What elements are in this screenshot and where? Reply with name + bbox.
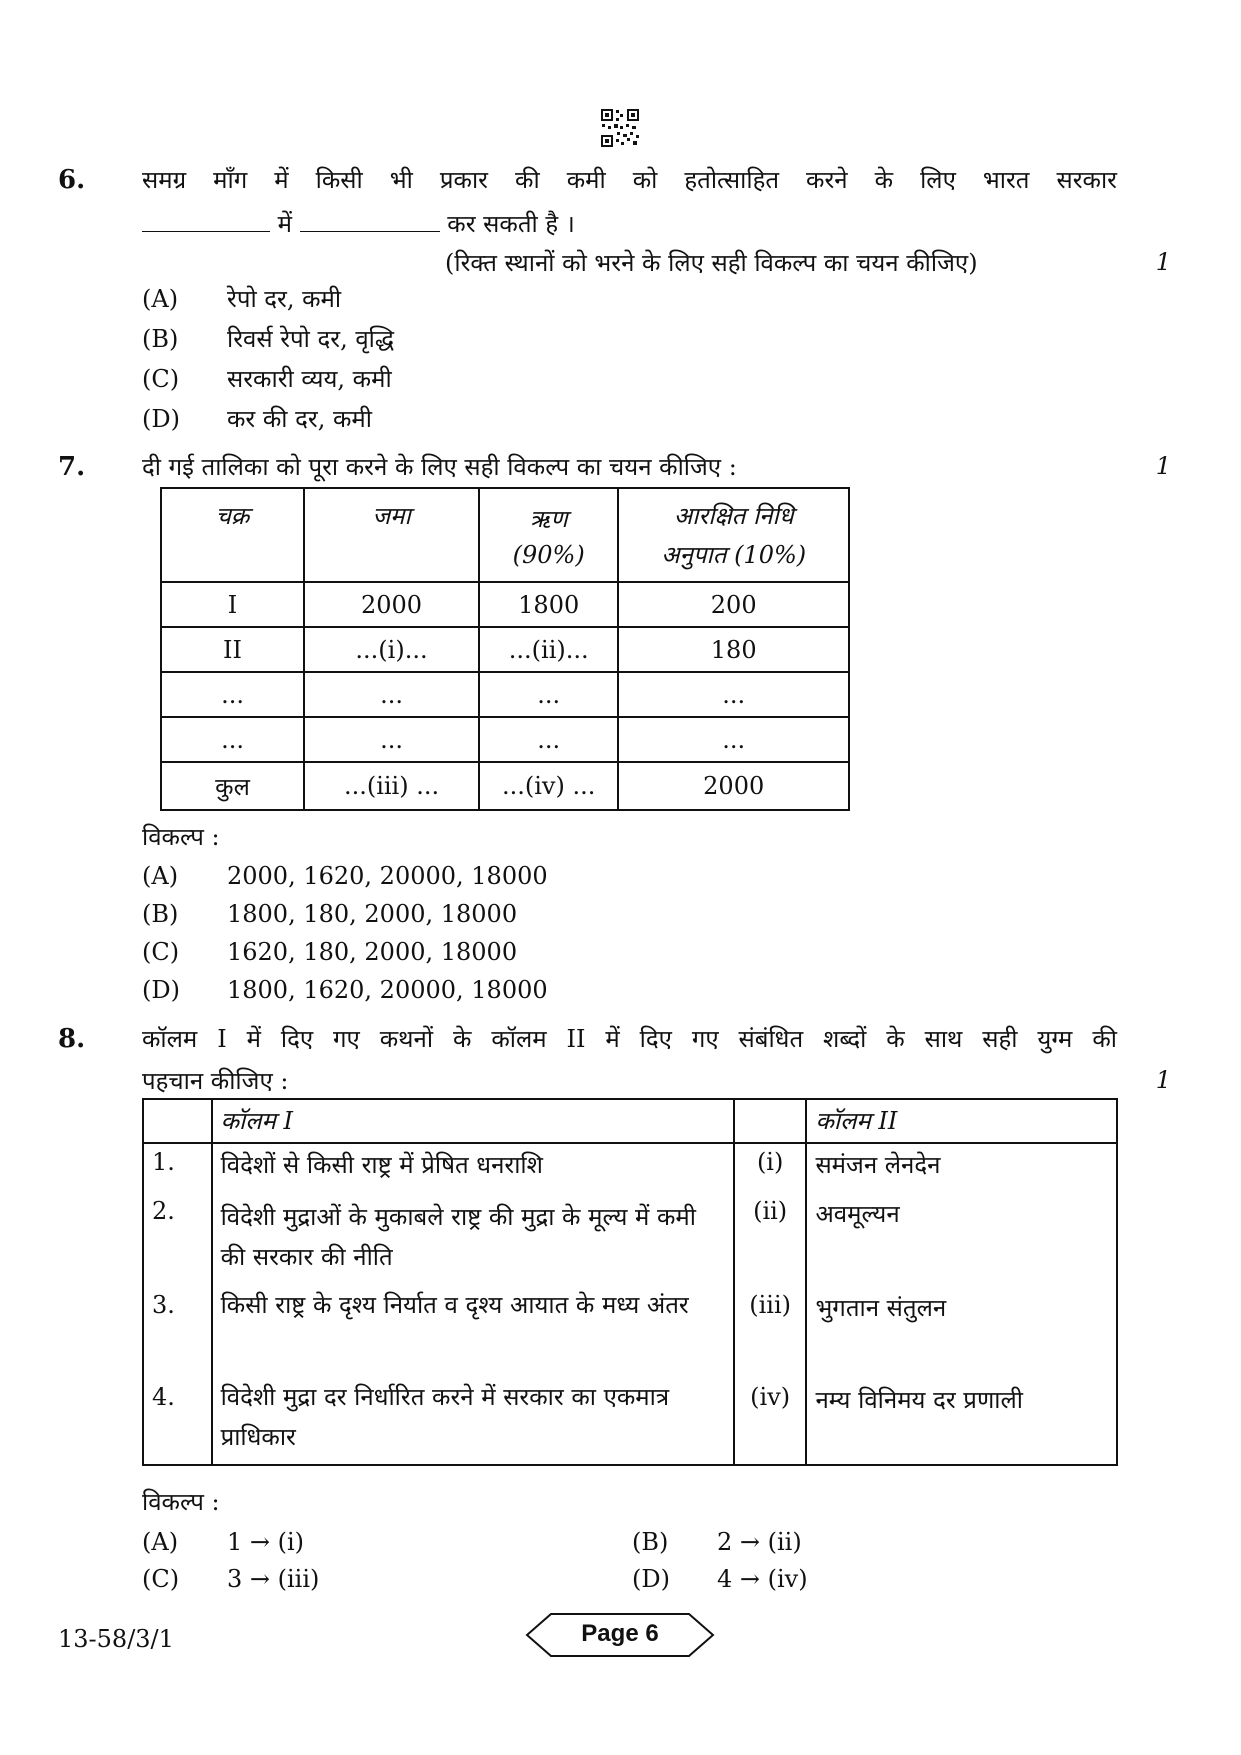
- table-row-total: [161, 762, 849, 810]
- header-cycle: चक्र: [161, 488, 304, 582]
- table-cell: II: [161, 627, 304, 672]
- table-cell: 200: [618, 582, 849, 627]
- blank-1: [142, 213, 270, 232]
- header-deposit: जमा: [304, 488, 479, 582]
- table-cell: ...(iv) ...: [479, 762, 618, 810]
- blank-2: [300, 213, 440, 232]
- table-cell: कुल: [161, 762, 304, 810]
- table-row: 3. किसी राष्ट्र के दृश्य निर्यात व दृश्य आयात के मध्य अंतर (iii) भुगतान संतुलन: [143, 1281, 1117, 1373]
- q6-option-b[interactable]: (B) रिवर्स रेपो दर, वृद्धि: [142, 325, 395, 353]
- table-cell: ...: [304, 717, 479, 762]
- table-cell: 1800: [479, 582, 618, 627]
- question-8-text-line2: पहचान कीजिए :: [142, 1067, 289, 1095]
- table-cell: ...(iii) ...: [304, 762, 479, 810]
- table-cell: ...: [479, 672, 618, 717]
- table-header-row: [161, 488, 849, 582]
- q8-option-a[interactable]: (A) 1 → (i): [142, 1528, 305, 1556]
- table-cell: ...(ii)...: [479, 627, 618, 672]
- table-cell: ...: [304, 672, 479, 717]
- question-6-line2-mid: में: [277, 210, 292, 238]
- q8-option-d[interactable]: (D) 4 → (iv): [632, 1565, 808, 1593]
- table-cell: ...: [161, 672, 304, 717]
- table-cell: I: [161, 582, 304, 627]
- table-row: 1. विदेशों से किसी राष्ट्र में प्रेषित धनराशि (i) समंजन लेनदेन: [143, 1143, 1117, 1193]
- question-7-number: 7.: [58, 452, 86, 482]
- q8-option-b[interactable]: (B) 2 → (ii): [632, 1528, 802, 1556]
- q6-option-c[interactable]: (C) सरकारी व्यय, कमी: [142, 365, 392, 393]
- question-8-number: 8.: [58, 1024, 86, 1054]
- table-cell: 2000: [304, 582, 479, 627]
- table-cell: ...(i)...: [304, 627, 479, 672]
- question-8-text-line1: कॉलम I में दिए गए कथनों के कॉलम II में दिए गए संबंधित शब्दों के साथ सही युग्म की: [142, 1025, 1117, 1053]
- table-cell: ...: [618, 717, 849, 762]
- page-number-badge: [525, 1612, 715, 1658]
- q7-option-d[interactable]: (D) 1800, 1620, 20000, 18000: [142, 976, 548, 1004]
- page-number: Page 6: [581, 1620, 659, 1647]
- table-row: [161, 627, 849, 672]
- header-reserve-ratio: आरक्षित निधि अनुपात (10%): [618, 488, 849, 582]
- q7-option-b[interactable]: (B) 1800, 180, 2000, 18000: [142, 900, 518, 928]
- table-cell: ...: [161, 717, 304, 762]
- question-6-text-line2: [142, 207, 575, 240]
- question-6-marks: 1: [1155, 248, 1171, 276]
- question-6-text-line1: समग्र माँग में किसी भी प्रकार की कमी को हतोत्साहित करने के लिए भारत सरकार: [142, 166, 1117, 194]
- q8-option-c[interactable]: (C) 3 → (iii): [142, 1565, 320, 1593]
- table-row: [161, 672, 849, 717]
- question-8-marks: 1: [1155, 1066, 1171, 1094]
- column-1-header: कॉलम I: [212, 1099, 734, 1143]
- q6-option-d[interactable]: (D) कर की दर, कमी: [142, 405, 372, 433]
- question-8-options-heading: विकल्प :: [142, 1488, 220, 1516]
- qr-code-icon: [600, 108, 640, 148]
- question-7-options-heading: विकल्प :: [142, 823, 220, 851]
- table-row: 2. विदेशी मुद्राओं के मुकाबले राष्ट्र की मुद्रा के मूल्य में कमी की सरकार की नीति (ii) अवमूल्यन: [143, 1193, 1117, 1281]
- q6-option-a[interactable]: (A) रेपो दर, कमी: [142, 285, 342, 313]
- column-2-header: कॉलम II: [806, 1099, 1117, 1143]
- question-6-number: 6.: [58, 165, 86, 195]
- table-cell: ...: [618, 672, 849, 717]
- match-table-header: [143, 1099, 1117, 1143]
- table-cell: ...: [479, 717, 618, 762]
- table-cell: 2000: [618, 762, 849, 810]
- question-8-match-table: [142, 1098, 1118, 1466]
- question-6-instruction: (रिक्त स्थानों को भरने के लिए सही विकल्प का चयन कीजिए): [445, 249, 978, 277]
- header-loan: ऋण (90%): [479, 488, 618, 582]
- question-7-marks: 1: [1155, 452, 1171, 480]
- table-row: [161, 582, 849, 627]
- table-row: [161, 717, 849, 762]
- table-cell: 180: [618, 627, 849, 672]
- table-row: 4. विदेशी मुद्रा दर निर्धारित करने में सरकार का एकमात्र प्राधिकार (iv) नम्य विनिमय दर प्रणाली: [143, 1373, 1117, 1465]
- q7-option-c[interactable]: (C) 1620, 180, 2000, 18000: [142, 938, 518, 966]
- q7-option-a[interactable]: (A) 2000, 1620, 20000, 18000: [142, 862, 548, 890]
- question-6-line2-end: कर सकती है ।: [447, 210, 575, 238]
- paper-code: 13-58/3/1: [58, 1625, 174, 1653]
- question-7-table: [160, 487, 850, 811]
- question-7-text: दी गई तालिका को पूरा करने के लिए सही विकल्प का चयन कीजिए :: [142, 453, 737, 481]
